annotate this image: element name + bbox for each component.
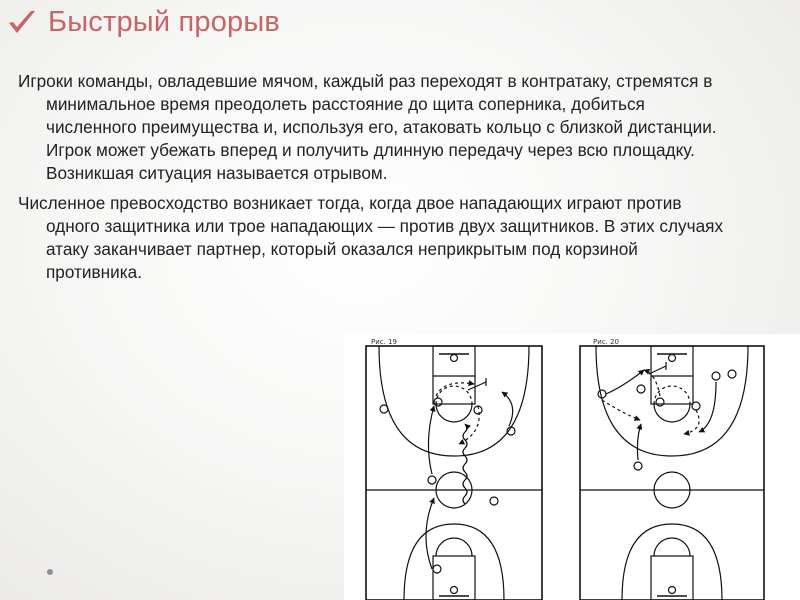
title-row	[6, 2, 280, 42]
checkmark-icon	[6, 6, 38, 38]
court-diagrams	[344, 334, 800, 600]
diagrams-panel	[344, 334, 800, 600]
paragraph-2: Численное превосходство возникает тогда, когда двое нападающих играют против одного защитника или трое нападающих — против двух защитников. В этих случаях атаку заканчивает партнер, который оказался неприкрытым под корзиной противника.	[18, 193, 724, 282]
slide-title: Быстрый прорыв	[48, 5, 281, 38]
body-text	[18, 70, 738, 291]
court-figure-19	[366, 346, 542, 600]
paragraph-1: Игроки команды, овладевшие мячом, каждый раз переходят в контратаку, стремятся в минимальное время преодолеть расстояние до щита соперника, добиться численного преимущества и, используя его, атаковать кольцо с близкой дистанции. Игрок может убежать вперед и получить длинную передачу через всю площадку. Возникшая ситуация называется отрывом.	[18, 71, 717, 183]
figure-19-caption: Рис. 19	[371, 338, 397, 346]
court-figure-20	[580, 346, 764, 600]
figure-20-caption: Рис. 20	[593, 338, 619, 346]
bullet-dot-icon	[47, 569, 53, 575]
